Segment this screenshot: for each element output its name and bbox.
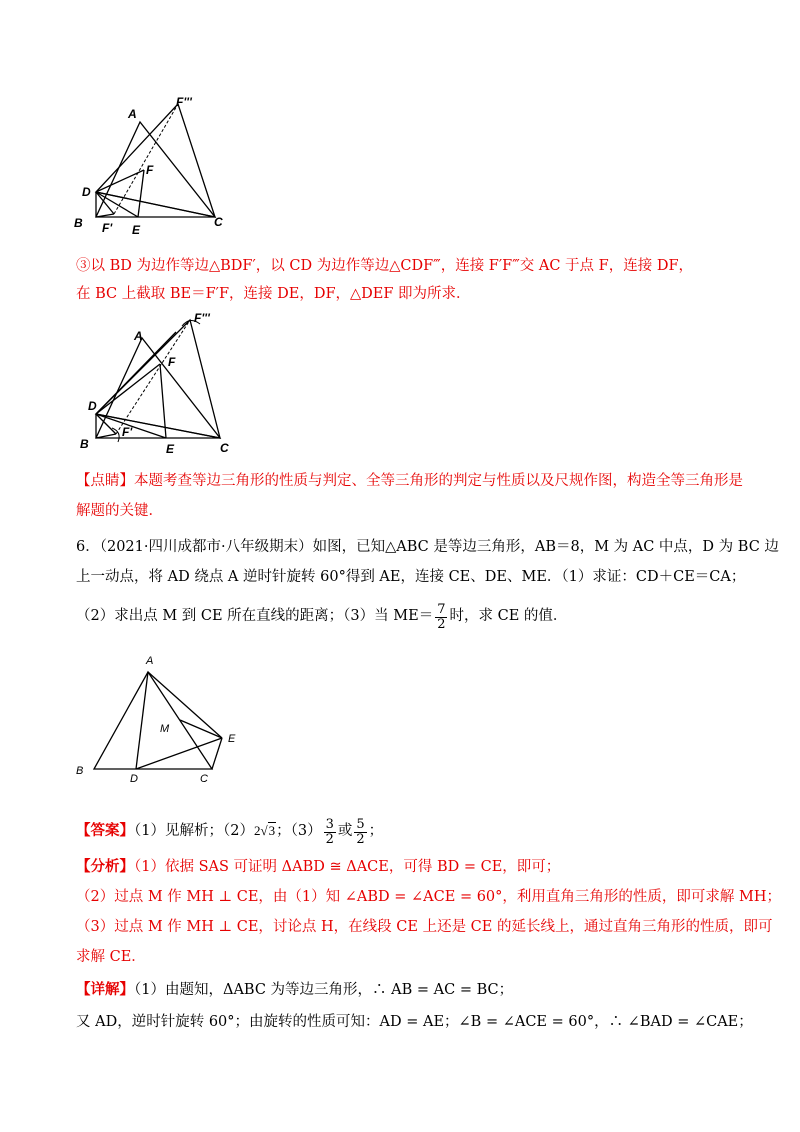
comment-tag: 【点睛】 xyxy=(76,473,134,489)
answer-tag: 【答案】 xyxy=(76,822,134,839)
frac-num: 5 xyxy=(356,817,365,832)
answer-line xyxy=(76,818,383,847)
step3-line1: ③以 BD 为边作等边△BDF′，以 CD 为边作等边△CDF‴，连接 F′F‴交 AC 于点 F，连接 DF， xyxy=(76,258,694,274)
analysis-line3: （3）过点 M 作 MH ⊥ CE，讨论点 H，在线段 CE 上还是 CE 的延长线上，通过直角三角形的性质，即可 xyxy=(76,919,773,935)
problem-line3a: （2）求出点 M 到 CE 所在直线的距离；（3）当 ME＝ xyxy=(76,608,434,624)
label-F1: F' xyxy=(122,425,133,439)
sqrt-expression: 2√3 xyxy=(253,823,276,838)
sqrt-rad: 3 xyxy=(268,823,276,838)
label-B: B xyxy=(80,437,89,451)
label-D: D xyxy=(82,185,91,199)
frac-den: 2 xyxy=(325,832,334,847)
answer-or: 或 xyxy=(337,823,353,839)
problem-line1: 6．（2021·四川成都市·八年级期末）如图，已知△ABC 是等边三角形，AB＝8，M 为 AC 中点，D 为 BC 边 xyxy=(76,539,779,555)
detail-line2: 又 AD，逆时针旋转 60°；由旋转的性质可知：AD = AE；∠B = ∠ACE = 60°，∴ ∠BAD = ∠CAE； xyxy=(76,1014,753,1030)
label-A: A xyxy=(134,329,143,343)
label-E: E xyxy=(132,223,141,237)
sqrt-coef: 2 xyxy=(253,823,261,838)
frac-num: 7 xyxy=(437,602,446,617)
label-C: C xyxy=(214,215,223,229)
label-D: D xyxy=(130,773,138,782)
figure-construction-1 xyxy=(72,92,242,242)
step3-line2: 在 BC 上截取 BE＝F′F，连接 DE，DF，△DEF 即为所求． xyxy=(76,286,471,302)
detail-text1: （1）由题知，ΔABC 为等边三角形，∴ AB = AC = BC； xyxy=(134,982,514,998)
label-F: F xyxy=(146,163,154,177)
label-C: C xyxy=(200,773,208,782)
label-F3: F''' xyxy=(194,311,210,325)
analysis-tag: 【分析】 xyxy=(76,858,134,875)
frac-den: 2 xyxy=(437,617,446,632)
fraction-3-2 xyxy=(324,818,336,847)
figure-construction-2 xyxy=(72,310,242,460)
comment-text1: 本题考查等边三角形的性质与判定、全等三角形的判定与性质以及尺规作图，构造全等三角形是 xyxy=(134,473,743,489)
analysis-text1: （1）依据 SAS 可证明 ΔABD ≅ ΔACE，可得 BD = CE，即可； xyxy=(134,859,561,875)
label-D: D xyxy=(88,399,97,413)
label-F1: F' xyxy=(102,221,113,235)
fraction-7-2 xyxy=(435,603,447,632)
label-M: M xyxy=(160,723,170,735)
figure-problem-6 xyxy=(70,652,250,782)
frac-den: 2 xyxy=(356,832,365,847)
frac-num: 3 xyxy=(325,817,334,832)
comment-line1 xyxy=(76,471,743,491)
label-C: C xyxy=(220,441,229,455)
analysis-line4: 求解 CE． xyxy=(76,949,146,965)
problem-line3 xyxy=(76,603,567,632)
problem-line2: 上一动点，将 AD 绕点 A 逆时针旋转 60°得到 AE，连接 CE、DE、ME．（1）求证：CD＋CE＝CA； xyxy=(76,569,746,585)
answer-p1: （1）见解析；（2） xyxy=(134,823,254,839)
fraction-5-2 xyxy=(354,818,366,847)
analysis-line1 xyxy=(76,857,560,877)
label-E: E xyxy=(166,442,175,456)
label-E: E xyxy=(228,733,236,745)
label-A: A xyxy=(146,655,154,667)
answer-p2: ；（3） xyxy=(276,823,322,839)
answer-end: ； xyxy=(368,823,384,839)
problem-line3b: 时，求 CE 的值． xyxy=(449,608,568,624)
analysis-line2: （2）过点 M 作 MH ⊥ CE，由（1）知 ∠ABD = ∠ACE = 60°，利用直角三角形的性质，即可求解 MH； xyxy=(76,889,781,905)
comment-line2: 解题的关键． xyxy=(76,503,163,519)
label-A: A xyxy=(128,107,137,121)
detail-line1 xyxy=(76,980,513,1000)
detail-tag: 【详解】 xyxy=(76,981,134,998)
label-F3: F''' xyxy=(176,95,192,109)
label-B: B xyxy=(76,765,84,777)
label-F: F xyxy=(168,355,176,369)
label-B: B xyxy=(74,216,83,230)
